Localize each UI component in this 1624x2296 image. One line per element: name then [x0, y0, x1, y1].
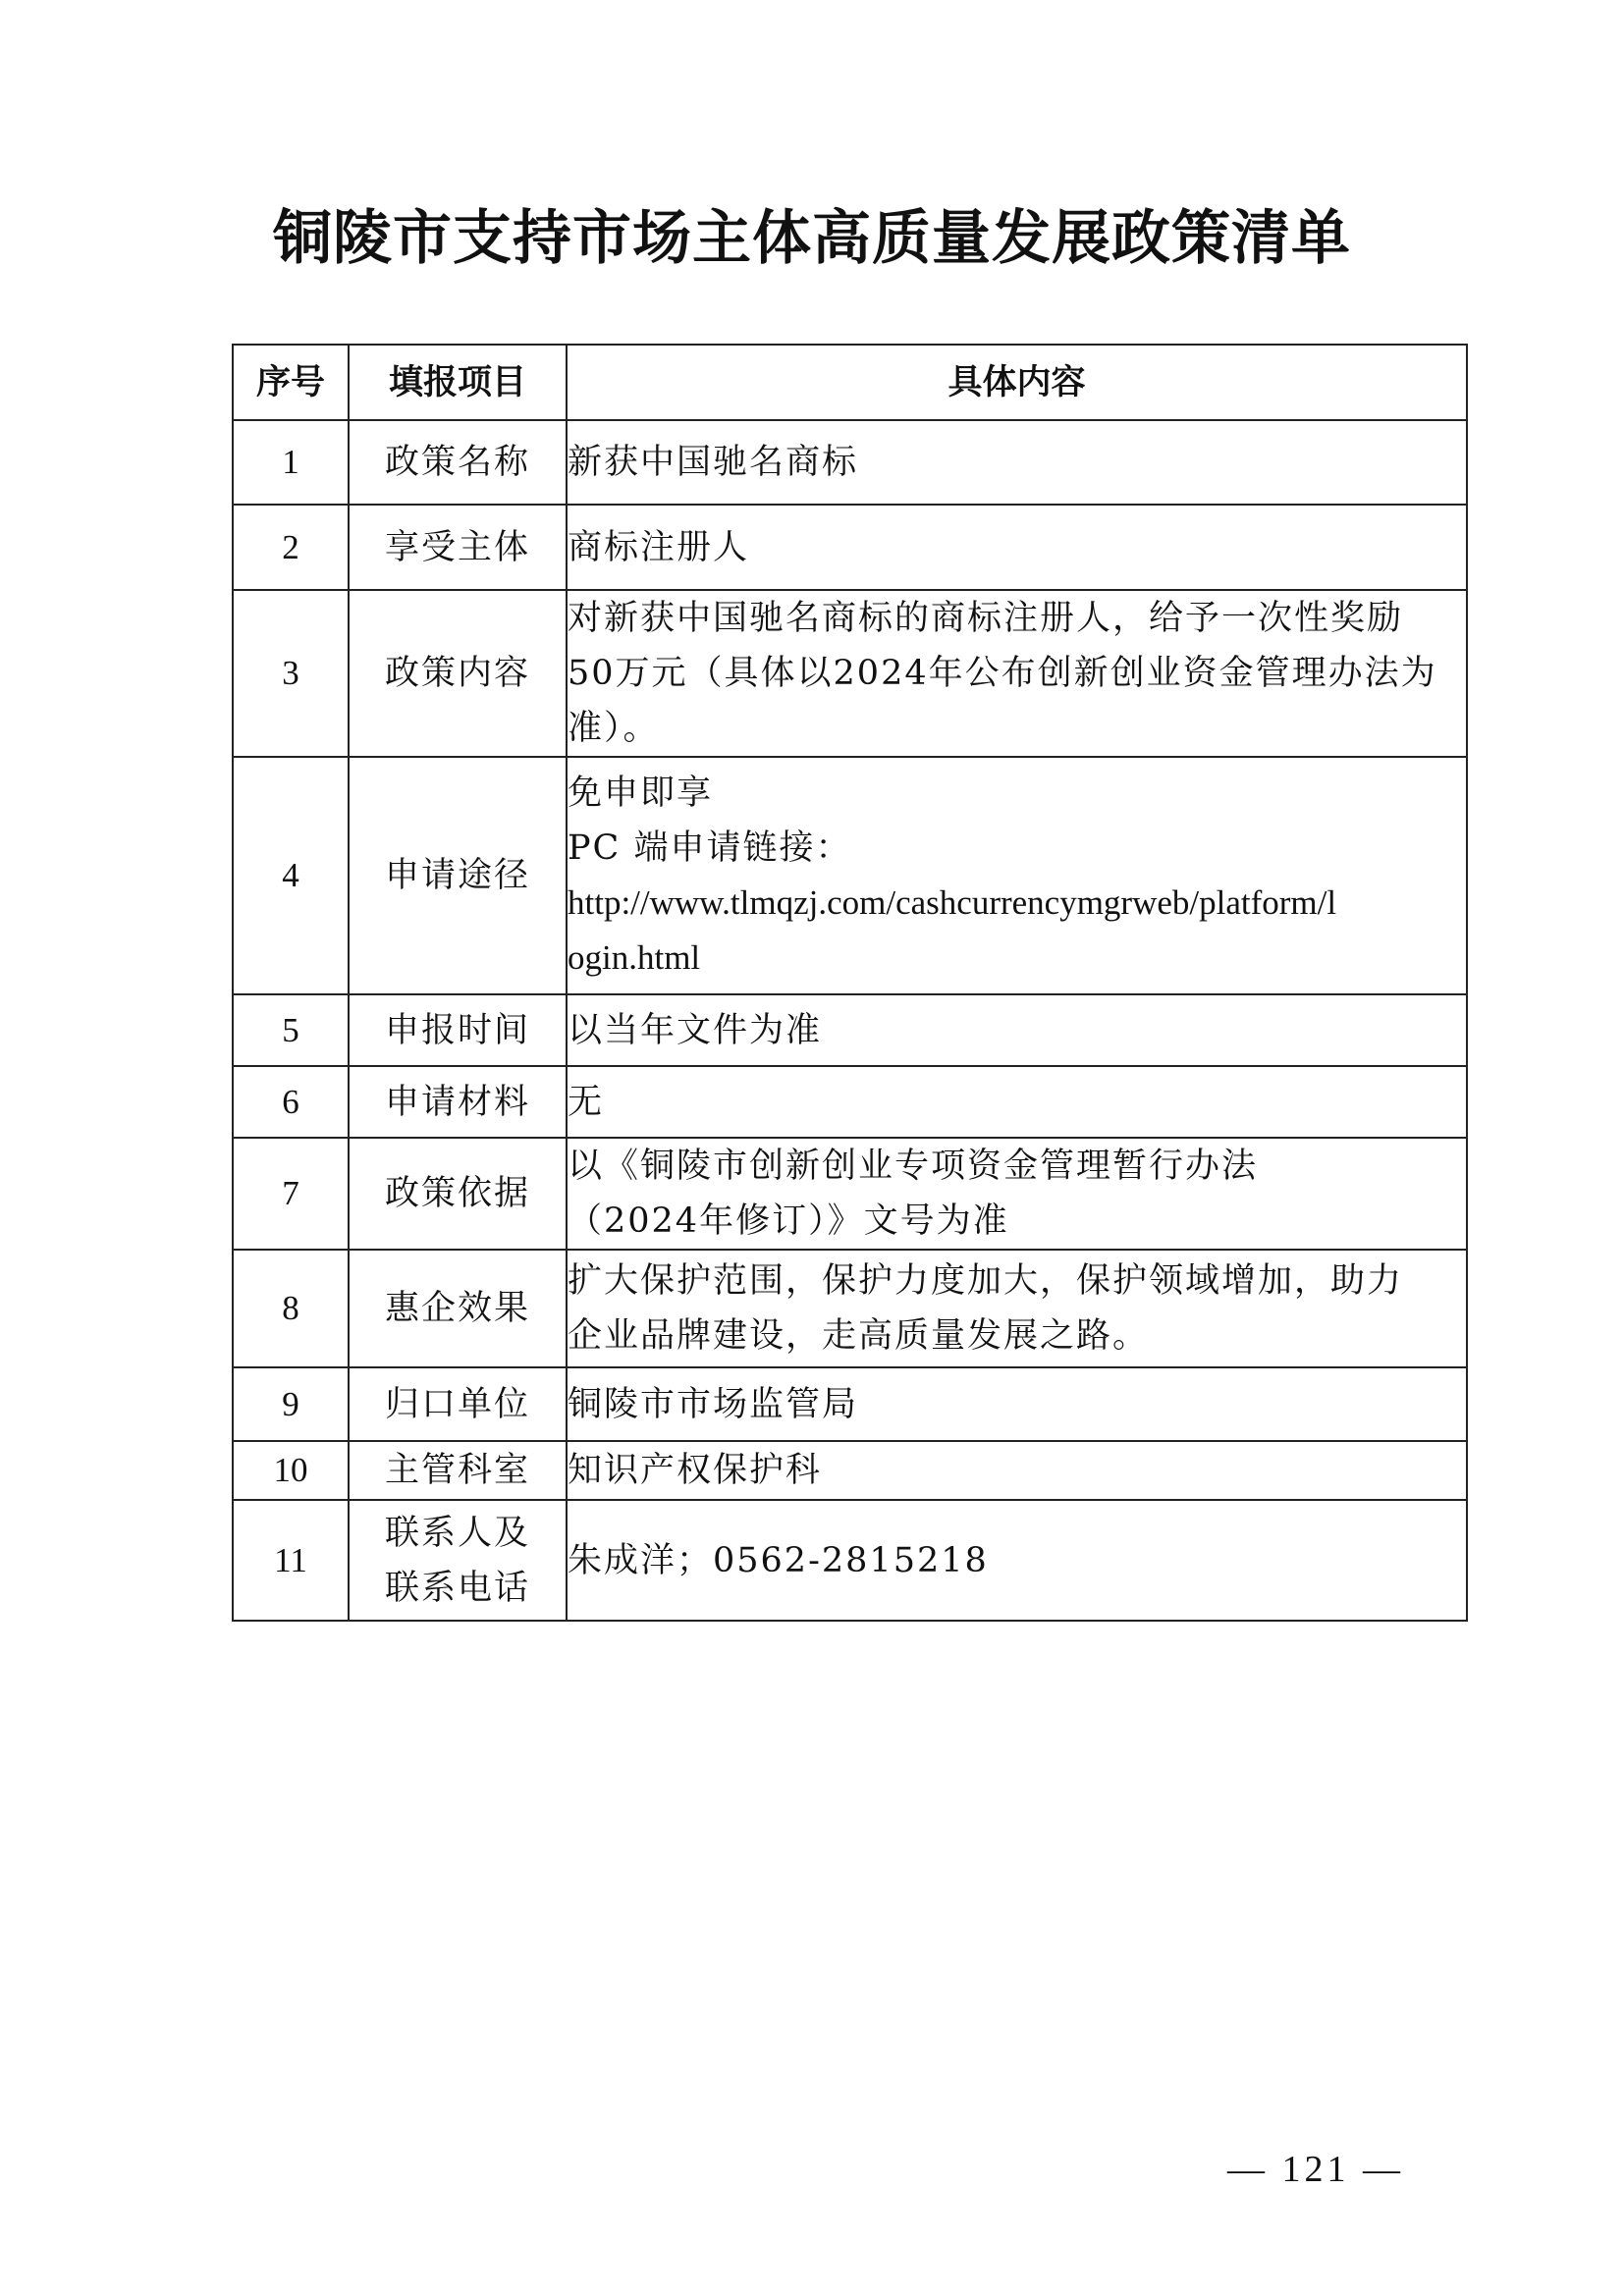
table-row — [233, 1138, 1467, 1250]
content-line: 以当年文件为准 — [568, 1010, 823, 1050]
content-line: 新获中国驰名商标 — [568, 443, 859, 482]
header-item: 填报项目 — [349, 345, 567, 420]
row-number: 4 — [233, 757, 349, 994]
row-item: 归口单位 — [349, 1367, 567, 1441]
application-link[interactable]: http://www.tlmqzj.com/cashcurrencymgrweb/platform/l — [568, 883, 1337, 922]
content-line: 准）。 — [568, 709, 660, 748]
row-content — [567, 1367, 1467, 1441]
table-row — [233, 505, 1467, 590]
content-line: 商标注册人 — [568, 527, 750, 567]
row-number: 11 — [233, 1500, 349, 1621]
application-link-continued[interactable]: ogin.html — [568, 938, 701, 977]
row-item: 申请材料 — [349, 1066, 567, 1138]
row-number: 5 — [233, 994, 349, 1066]
row-content — [567, 1138, 1467, 1250]
document-title: 铜陵市支持市场主体高质量发展政策清单 — [273, 204, 1351, 273]
row-item: 政策依据 — [349, 1138, 567, 1250]
table-row — [233, 994, 1467, 1066]
table-header-row — [233, 345, 1467, 420]
table-row — [233, 1066, 1467, 1138]
row-content — [567, 420, 1467, 505]
row-content — [567, 1250, 1467, 1367]
content-line: 免申即享 — [568, 774, 714, 813]
row-content — [567, 757, 1467, 994]
row-number: 6 — [233, 1066, 349, 1138]
row-content — [567, 505, 1467, 590]
table-row — [233, 1367, 1467, 1441]
content-line: 知识产权保护科 — [568, 1451, 823, 1490]
row-item: 申请途径 — [349, 757, 567, 994]
row-item: 惠企效果 — [349, 1250, 567, 1367]
row-number: 9 — [233, 1367, 349, 1441]
row-item: 政策内容 — [349, 590, 567, 757]
row-content — [567, 1441, 1467, 1500]
row-number: 2 — [233, 505, 349, 590]
table-row — [233, 757, 1467, 994]
content-line: 对新获中国驰名商标的商标注册人，给予一次性奖励 — [568, 599, 1404, 638]
row-item — [349, 1500, 567, 1621]
row-content — [567, 590, 1467, 757]
header-content: 具体内容 — [567, 345, 1467, 420]
row-item-line: 联系人及 — [384, 1513, 530, 1553]
row-content — [567, 1066, 1467, 1138]
table-row — [233, 420, 1467, 505]
row-content — [567, 994, 1467, 1066]
policy-table — [232, 344, 1468, 1622]
content-line: （2024年修订）》文号为准 — [568, 1201, 1009, 1241]
table-row — [233, 1250, 1467, 1367]
row-number: 3 — [233, 590, 349, 757]
row-number: 10 — [233, 1441, 349, 1500]
page-number: — 121 — — [1227, 2149, 1404, 2190]
row-item-line: 联系电话 — [384, 1568, 530, 1608]
header-no: 序号 — [233, 345, 349, 420]
row-number: 1 — [233, 420, 349, 505]
table-row — [233, 1500, 1467, 1621]
table-row — [233, 590, 1467, 757]
content-line: 以《铜陵市创新创业专项资金管理暂行办法 — [568, 1147, 1259, 1186]
contact-info: 朱成洋；0562-2815218 — [568, 1540, 989, 1580]
row-number: 7 — [233, 1138, 349, 1250]
content-line: 无 — [568, 1082, 605, 1122]
row-number: 8 — [233, 1250, 349, 1367]
content-line: 企业品牌建设，走高质量发展之路。 — [568, 1316, 1150, 1356]
content-line: 扩大保护范围，保护力度加大，保护领域增加，助力 — [568, 1261, 1404, 1301]
row-content — [567, 1500, 1467, 1621]
row-item: 申报时间 — [349, 994, 567, 1066]
row-item: 享受主体 — [349, 505, 567, 590]
table-row — [233, 1441, 1467, 1500]
row-item: 政策名称 — [349, 420, 567, 505]
content-line: PC 端申请链接： — [568, 828, 852, 868]
row-item: 主管科室 — [349, 1441, 567, 1500]
content-line: 铜陵市市场监管局 — [568, 1384, 859, 1424]
content-line: 50万元（具体以2024年公布创新创业资金管理办法为 — [568, 654, 1437, 693]
